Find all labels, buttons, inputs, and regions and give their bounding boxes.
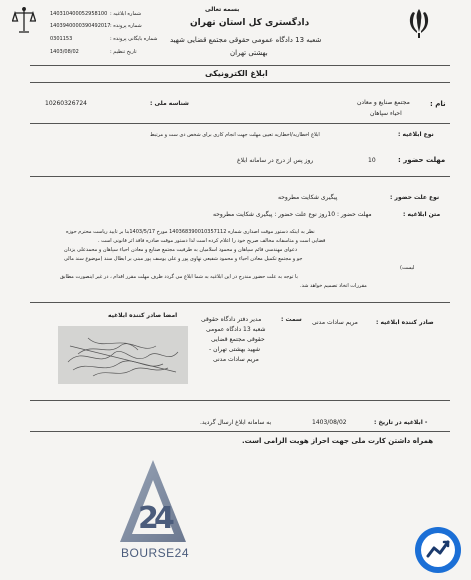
archive-number-value: 0301153 — [50, 36, 73, 42]
section-rule-5 — [30, 431, 450, 432]
position-line-3: حقوقی مجتمع قضایی — [211, 336, 265, 343]
position-line-5: مریم سادات مدنی — [213, 356, 259, 363]
footer-note: همراه داشتن کارت ملی جهت احراز هویت الزامی است. — [242, 437, 434, 445]
bismillah: بسمه تعالی — [205, 6, 240, 13]
body-line-3: دعوای مهندسی قائم سپاهان و محمود اسلامیان به طرفیت مجتمع صنایع و معادن احیاء سپاهان و محمدعلی یزدان — [64, 247, 298, 253]
branch-line2: بهشتی تهران — [230, 49, 268, 57]
recipient-name-line1: مجتمع صنایع و معادن — [357, 99, 410, 106]
svg-text:4: 4 — [154, 501, 175, 536]
footer-date-label: - ابلاغیه در تاریخ : — [374, 419, 428, 426]
deadline-text: روز پس از درج در سامانه ابلاغ — [237, 157, 314, 164]
branch-line1: شعبه 13 دادگاه عمومی حقوقی مجتمع قضایی شهید — [170, 36, 322, 44]
notice-type-value: ابلاغ اخطاریه/اخطاریه تعیین مهلت جهت انجام کاری برای شخص دی ست و مرتبط — [150, 132, 320, 138]
notice-number-label: شماره ابلاغیه : — [110, 11, 142, 17]
case-number-value: 1403940000390492017 — [50, 23, 111, 29]
issuer-label: صادر کننده ابلاغیه : — [376, 319, 434, 326]
section-rule-2 — [30, 176, 450, 177]
svg-text:2: 2 — [138, 501, 159, 536]
position-line-2: شعبه 13 دادگاه عمومی — [206, 326, 266, 333]
position-label: سمت : — [281, 316, 302, 323]
issue-date-value: 1403/08/02 — [50, 49, 79, 55]
court-name: دادگستری کل استان تهران — [190, 18, 310, 28]
body-value: مهلت حضور : 10روز نوع علت حضور : پیگیری شکایت مطروحه — [213, 211, 372, 218]
section-rule-1 — [30, 123, 450, 124]
section-rule-3 — [30, 302, 450, 303]
position-line-1: مدیر دفتر دادگاه حقوقی — [201, 316, 262, 323]
scales-of-justice-icon — [12, 6, 36, 36]
recipient-name-line2: احیاء سپاهان — [370, 110, 402, 117]
body-line-4: جو و مجتمع تکمیل معادن احیاء و محمود شفیعی نهاوی پور و علی یوسف پور مبنی بر ابطال سند (موضوع سند مالی — [64, 256, 303, 262]
deadline-label: مهلت حضور : — [398, 156, 446, 164]
signature-box — [48, 308, 198, 388]
iran-emblem-icon — [404, 6, 434, 40]
body-line-5: لیست) — [400, 265, 415, 271]
bourse24-logo-icon — [118, 458, 188, 544]
section-rule-4 — [30, 400, 450, 401]
body-line-2: قضایی است و متاسفانه مخالف صریح خود را اعلام کرده است لذا دستور موقت صادره فاقد اثر قانونی است . — [98, 238, 326, 244]
footer-sent-text: به سامانه ابلاغ ارسال گردید. — [200, 419, 272, 426]
national-id-value: 10260326724 — [45, 100, 87, 107]
position-line-4: شهید بهشتی تهران - — [209, 346, 261, 353]
national-id-label: شناسه ملی : — [150, 100, 189, 107]
notice-number-value: 140310400052958100 — [50, 11, 108, 17]
body-line-7: مقررات اتخاذ تصمیم خواهد شد. — [300, 283, 367, 289]
title-rule-bottom — [30, 82, 450, 83]
deadline-value: 10 — [368, 157, 376, 164]
case-number-label: شماره پرونده : — [110, 23, 142, 29]
notice-type-label: نوع ابلاغیه : — [398, 131, 434, 138]
notice-title: ابلاغ الکترونیکی — [205, 69, 268, 78]
bourse24-brand-text: BOURSE24 — [121, 546, 190, 560]
footer-date-value: 1403/08/02 — [312, 419, 347, 426]
body-line-1: نظر به اینکه دستور موقت اصداری شماره 140368390010357112 مورخ 1403/5/17بنا بر تایید ریاست محترم حوزه — [66, 229, 315, 235]
reason-value: پیگیری شکایت مطروحه — [278, 194, 338, 201]
archive-number-label: شماره بایگانی پرونده : — [110, 36, 158, 42]
issuer-name: مریم سادات مدنی — [312, 319, 358, 326]
signature-label: امضا صادر کننده ابلاغیه — [108, 312, 178, 319]
body-label: متن ابلاغیه : — [403, 211, 441, 218]
title-rule-top — [30, 65, 450, 66]
body-line-6: با توجه به علت حضور مندرج در این ابلاغیه به شما ابلاغ می گردد ظرف مهلت مقرر اقدام ، در غیر اینصورت مطابق — [60, 274, 298, 280]
trend-badge-icon — [414, 526, 462, 574]
signature-image — [58, 326, 188, 384]
reason-label: نوع علت حضور : — [390, 194, 440, 201]
issue-date-label: تاریخ تنظیم : — [110, 49, 137, 55]
recipient-name-label: نام : — [430, 100, 446, 108]
